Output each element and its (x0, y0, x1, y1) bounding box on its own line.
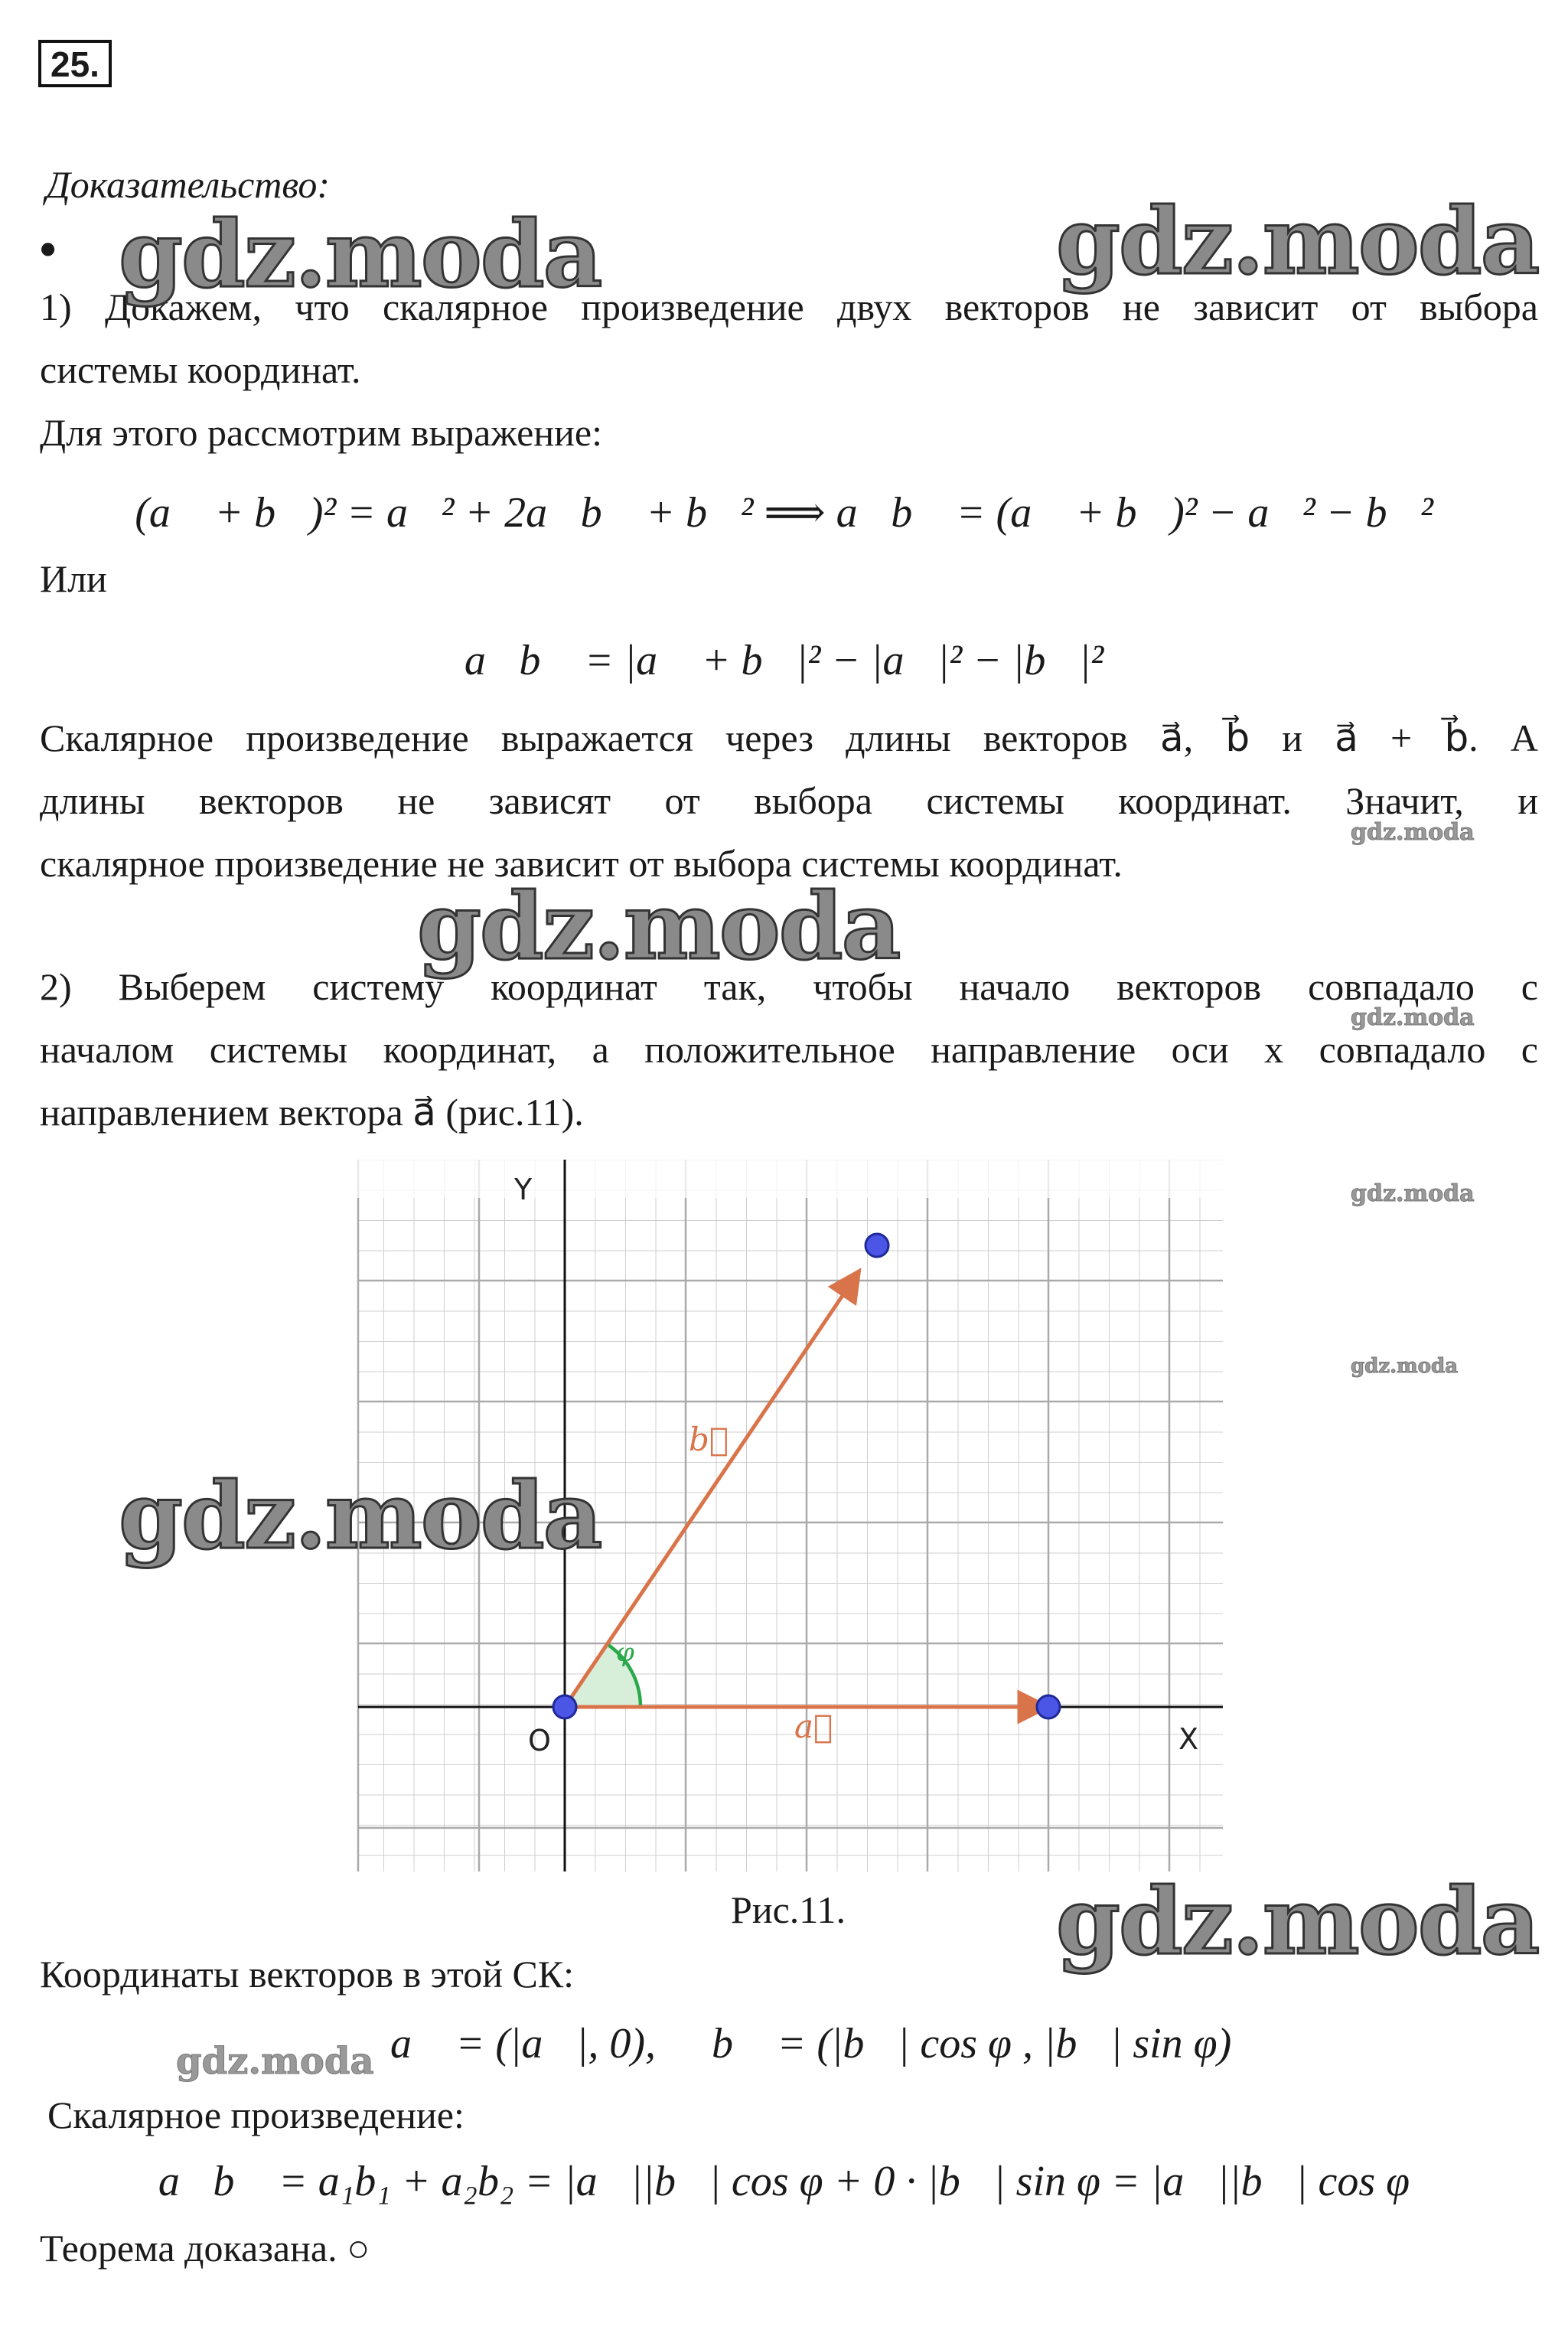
step2-line2: началом системы координат, а положительное направление оси x совпадало с (40, 1028, 1538, 1071)
vector-b-label: b⃗ (689, 1421, 729, 1458)
watermark: gdz.moda (1056, 1868, 1539, 1976)
or-label: Или (40, 557, 107, 600)
step1-para-line1: Скалярное произведение выражается через длины векторов a⃗, b⃗ и a⃗ + b⃗. А (40, 716, 1538, 759)
watermark: gdz.moda (176, 2040, 374, 2083)
formula-lengths: a⃗b⃗ = |a⃗ + b⃗|² − |a⃗|² − |b⃗|² (464, 637, 1104, 684)
point-a-end (1037, 1695, 1060, 1718)
origin-point (553, 1695, 576, 1718)
step2-line3: направлением вектора a⃗ (рис.11). (40, 1091, 584, 1134)
x-axis-label: X (1178, 1722, 1199, 1756)
watermark: gdz.moda (1351, 1004, 1475, 1031)
bullet-point: • (38, 219, 58, 280)
step1-line2: системы координат. (40, 348, 361, 391)
step1-intro: Для этого рассмотрим выражение: (40, 411, 602, 454)
watermark: gdz.moda (1056, 188, 1539, 295)
watermark: gdz.moda (1351, 819, 1475, 846)
step1-line1: 1) Докажем, что скалярное произведение двух векторов не зависит от выбора (40, 286, 1538, 328)
origin-label: O (528, 1724, 551, 1757)
watermark: gdz.moda (119, 1462, 601, 1570)
conclusion: Теорема доказана. ○ (40, 2227, 370, 2270)
formula-scalar-product: a⃗b⃗ = a₁b₁ + a₂b₂ = |a⃗||b⃗| cos φ + 0 · |b⃗| sin φ = |a⃗||b⃗| cos φ (158, 2158, 1410, 2205)
watermark: gdz.moda (417, 873, 900, 981)
vector-a-label: a⃗ (794, 1708, 833, 1745)
step1-para-line3: скалярное произведение не зависит от выбора системы координат. (40, 842, 1123, 885)
problem-number: 25. (38, 40, 112, 87)
figure-caption: Рис.11. (731, 1888, 846, 1931)
proof-heading: Доказательство: (46, 163, 331, 206)
formula-square-sum: (a⃗ + b⃗)² = a⃗² + 2a⃗b⃗ + b⃗² ⟹ a⃗b⃗ = (a⃗ + b⃗)² − a⃗² − b⃗² (135, 489, 1433, 537)
scalar-intro: Скалярное произведение: (47, 2093, 465, 2136)
step1-para-line2: длины векторов не зависят от выбора системы координат. Значит, и (40, 779, 1538, 822)
formula-vector-a: a⃗ = (|a⃗|, 0), (390, 2020, 656, 2067)
y-axis-label: Y (514, 1173, 533, 1206)
coords-intro: Координаты векторов в этой СК: (40, 1953, 575, 1996)
point-b-end (865, 1234, 888, 1257)
watermark: gdz.moda (1351, 1180, 1475, 1207)
angle-label: φ (616, 1637, 634, 1668)
watermark: gdz.moda (1351, 1355, 1459, 1378)
watermark: gdz.moda (119, 201, 601, 308)
step2-line1: 2) Выберем систему координат так, чтобы начало векторов совпадало с (40, 965, 1538, 1008)
formula-vector-b: b⃗ = (|b⃗| cos φ , |b⃗| sin φ) (712, 2020, 1232, 2067)
